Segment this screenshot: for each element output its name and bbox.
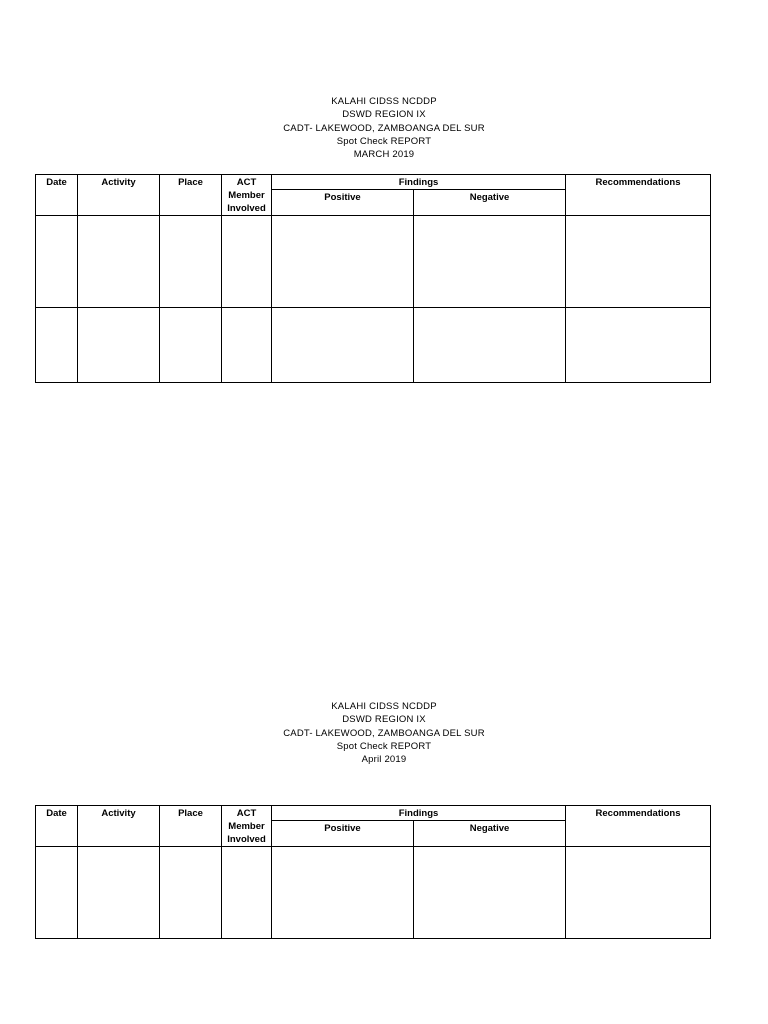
col-header-recommendations: Recommendations [566,806,711,847]
table-cell [78,847,160,939]
col-header-place: Place [160,806,222,847]
table-cell [414,308,566,383]
table-cell [160,308,222,383]
table-cell [160,216,222,308]
region-title: DSWD REGION IX [342,714,426,726]
table-cell [36,847,78,939]
table-cell [272,216,414,308]
col-header-positive: Positive [272,821,414,847]
table-cell [36,216,78,308]
report-period: MARCH 2019 [353,149,415,161]
table-cell [566,847,711,939]
table-row [36,847,711,939]
region-title: DSWD REGION IX [342,109,426,121]
table-cell [78,216,160,308]
col-header-act-member: ACT Member Involved [222,806,272,847]
spot-check-table-march [35,174,711,383]
table-cell [222,847,272,939]
table-cell [272,308,414,383]
col-header-positive: Positive [272,190,414,216]
table-cell [566,216,711,308]
spot-check-table-april [35,805,711,939]
table-cell [272,847,414,939]
table-cell [414,847,566,939]
report-header-april [0,700,768,766]
table-cell [566,308,711,383]
table-cell [414,216,566,308]
col-header-activity: Activity [78,806,160,847]
report-title: Spot Check REPORT [336,135,432,147]
col-header-act-member: ACT Member Involved [222,175,272,216]
report-period: April 2019 [361,754,407,766]
table-row [36,308,711,383]
location-title: CADT- LAKEWOOD, ZAMBOANGA DEL SUR [283,727,485,739]
col-header-date: Date [36,806,78,847]
report-title: Spot Check REPORT [336,740,432,752]
col-header-date: Date [36,175,78,216]
col-header-activity: Activity [78,175,160,216]
report-header-march [0,95,768,161]
col-header-negative: Negative [414,190,566,216]
location-title: CADT- LAKEWOOD, ZAMBOANGA DEL SUR [283,122,485,134]
col-header-negative: Negative [414,821,566,847]
program-title: KALAHI CIDSS NCDDP [331,96,437,107]
table-cell [36,308,78,383]
table-cell [222,308,272,383]
col-header-findings: Findings [272,175,566,190]
table-row [36,216,711,308]
col-header-place: Place [160,175,222,216]
col-header-recommendations: Recommendations [566,175,711,216]
table-cell [160,847,222,939]
program-title: KALAHI CIDSS NCDDP [331,701,437,712]
table-cell [78,308,160,383]
table-cell [222,216,272,308]
col-header-findings: Findings [272,806,566,821]
